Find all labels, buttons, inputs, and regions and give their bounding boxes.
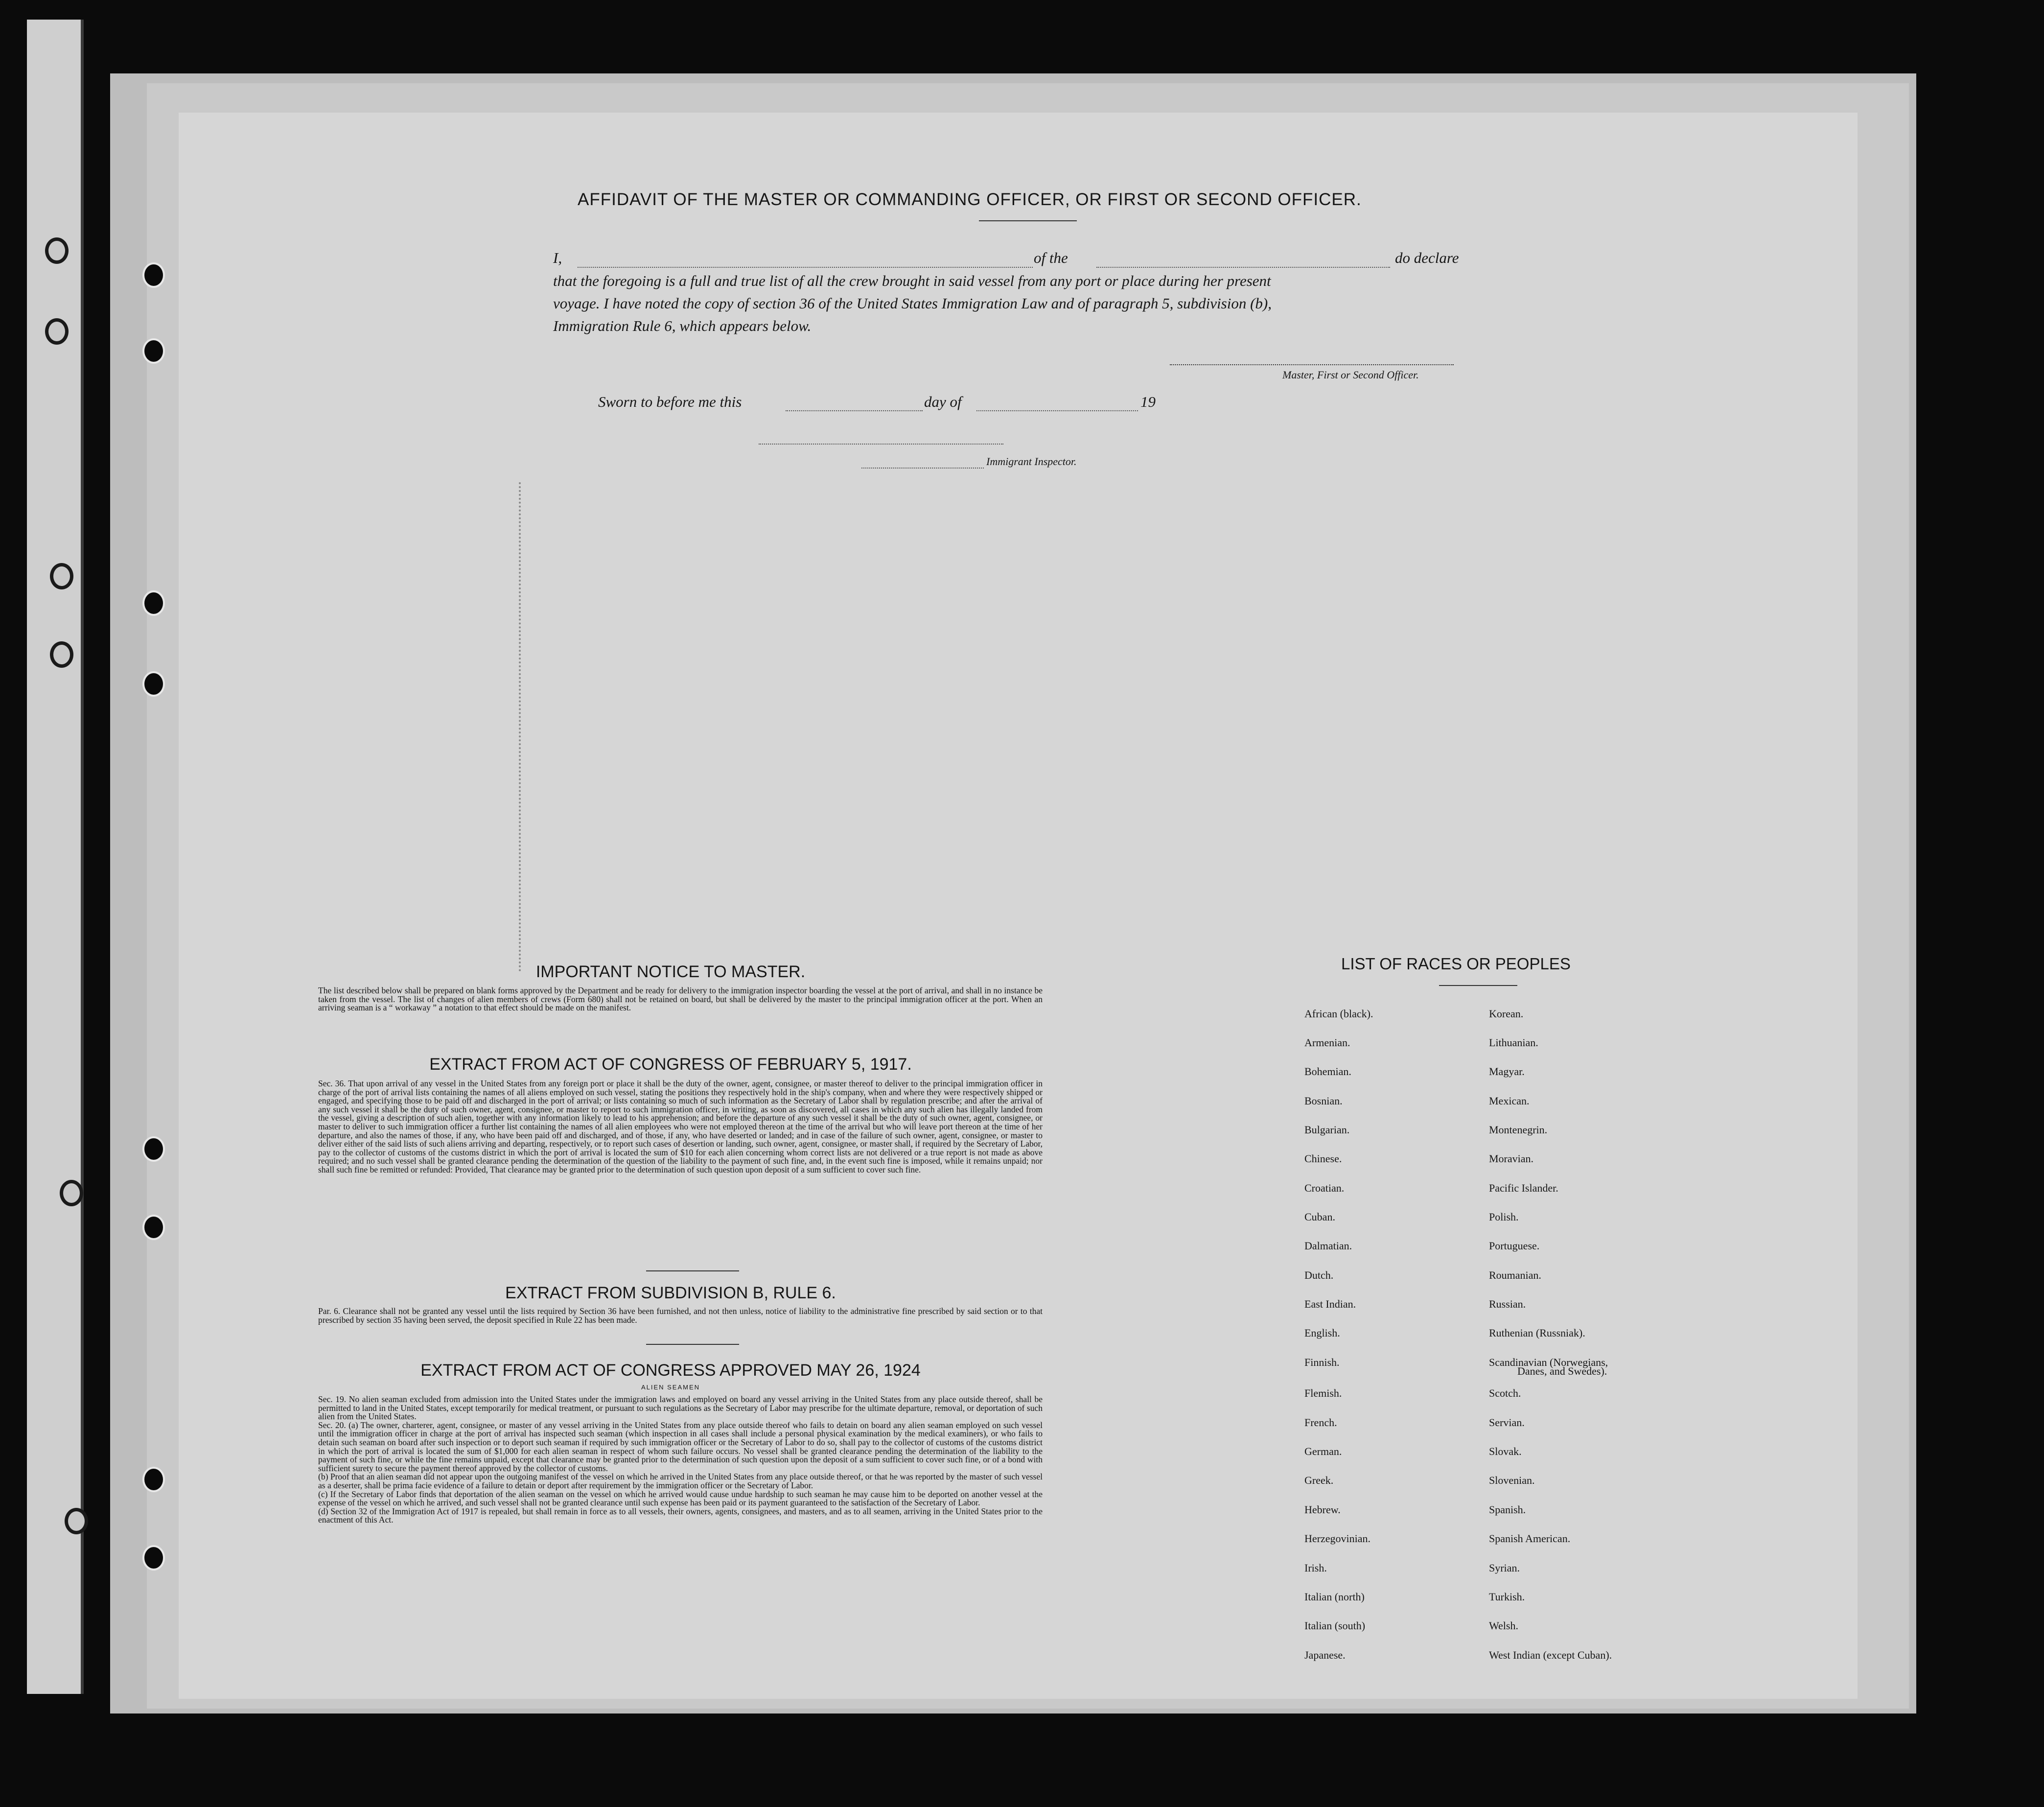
alien-seamen-subtitle: ALIEN SEAMEN [641,1384,700,1391]
race-item: French. [1304,1416,1337,1429]
vessel-blank-line[interactable] [1096,267,1390,268]
binder-strip [27,20,84,1694]
race-item: Scandinavian (Norwegians, [1489,1356,1608,1368]
race-item: English. [1304,1327,1340,1339]
extract-rule6-title: EXTRACT FROM SUBDIVISION B, RULE 6. [505,1284,836,1302]
race-item: Italian (north) [1304,1591,1365,1603]
race-item: Mexican. [1489,1095,1530,1107]
race-item: Greek. [1304,1474,1334,1486]
races-title: LIST OF RACES OR PEOPLES [1341,955,1571,973]
race-item: Croatian. [1304,1182,1345,1194]
race-item: West Indian (except Cuban). [1489,1649,1612,1661]
race-item: Slovenian. [1489,1474,1535,1486]
extract-1917-text [318,1080,1043,1174]
extract-1924-title: EXTRACT FROM ACT OF CONGRESS APPROVED MAY 26, 1924 [420,1361,921,1380]
divider [979,220,1077,221]
race-item: Portuguese. [1489,1240,1540,1252]
race-item: Ruthenian (Russniak). [1489,1327,1585,1339]
race-item: German. [1304,1445,1342,1457]
race-item: Italian (south) [1304,1619,1366,1632]
binder-hole-icon [144,1217,163,1238]
section-20d-paragraph: (d) Section 32 of the Immigration Act of 1917 is repealed, but shall remain in force as to all vessels, their owners, agents, consignees, and masters, and as to all seamen, arriving in the United States prior to the enactment of this Act. [318,1506,1043,1525]
race-item: Finnish. [1304,1356,1340,1368]
binder-hole-icon [45,237,69,264]
rule6-paragraph: Par. 6. Clearance shall not be granted any vessel until the lists required by Section 36 have been furnished, and not then unless, notice of liability to the administrative fine prescribed by said section or to that prescribed by section 35 having been served, the deposit specified in Rule 22 has been made. [318,1306,1043,1325]
race-item: Spanish. [1489,1503,1526,1516]
year-prefix: 19 [1140,393,1156,410]
master-signature-label: Master, First or Second Officer. [1282,369,1419,381]
sworn-day-line[interactable] [786,410,923,411]
faint-dotted-mark [519,482,531,972]
race-item: Japanese. [1304,1649,1346,1661]
divider [646,1270,739,1271]
race-item: Dalmatian. [1304,1240,1352,1252]
section-20c-paragraph: (c) If the Secretary of Labor finds that deportation of the alien seaman on the vessel on which he arrived would cause undue hardship to such seaman he may cause him to be deported on another vessel at the expense of the vessel on which he arrived, and such vessel shall not be granted clearance until such expense has been paid or its payment guaranteed to the satisfaction of the Secretary of Labor. [318,1489,1043,1508]
sworn-text: Sworn to before me this [598,393,742,410]
race-item: Roumanian. [1489,1269,1541,1281]
race-item: Moravian. [1489,1152,1534,1165]
notice-paragraph: The list described below shall be prepared on blank forms approved by the Department and be ready for delivery to the immigration inspector boarding the vessel at the port of arrival, and shall in no instance be taken from the vessel. The list of changes of alien members of crews (Form 680) shall not be retained on board, but shall be delivered by the master to the principal immigration officer at the port. When an arriving seaman is a “ workaway ” a notation to that effect should be made on the manifest. [318,986,1043,1013]
section-36-paragraph: Sec. 36. That upon arrival of any vessel in the United States from any foreign port or place it shall be the duty of the owner, agent, consignee, or master thereof to deliver to the principal immigration officer in charge of the port of arrival lists containing the names of all aliens employed on such vessel, stating the positions they respectively hold in the ship's company, when and where they were respectively shipped or engaged, and specifying those to be paid off and discharged in the port of arrival; or lists containing so much of such information as the Secretary of Labor shall by regulation prescribe; and after the arrival of any such vessel it shall be the duty of such owner, agent, consignee, or master to report to such immigration officer, in writing, as soon as discovered, all cases in which any such alien has illegally landed from the vessel, giving a description of such alien, together with any information likely to lead to his apprehension; and before the departure of any such vessel it shall be the duty of such owner, agent, consignee, or master to deliver to such immigration officer a further list containing the names of all alien employees who were not employed thereon at the time of the arrival but who will leave port thereon at the time of her departure, and also the names of those, if any, who have been paid off and discharged, and of those, if any, who have deserted or landed; and in case of the failure of such owner, agent, consignee, or master to deliver either of the said lists of such aliens arriving and departing, respectively, or to report such cases of desertion or landing, such owner, agent, consignee, or master shall, if required by the Secretary of Labor, pay to the collector of customs of the customs district in which the port of arrival is located the sum of $10 for each alien concerning whom correct lists are not delivered or a true report is not made as above required; and no such vessel shall be granted clearance pending the determination of the question of the liability to the payment of such fine, and, in the event such fine is imposed, while it remains unpaid; nor shall such fine be remitted or refunded: Provided, That clearance may be granted prior to the determination of such question upon deposit of a sum sufficient to cover such fine. [318,1079,1043,1174]
extract-rule6-text [318,1307,1043,1324]
notice-text [318,986,1043,1012]
race-item: Lithuanian. [1489,1036,1538,1049]
inspector-line-upper[interactable] [759,444,1003,445]
binder-hole-icon [60,1180,83,1206]
race-item: Servian. [1489,1416,1525,1429]
binder-hole-icon [45,318,69,345]
race-item: Bosnian. [1304,1095,1343,1107]
name-blank-line[interactable] [578,267,1033,268]
binder-hole-icon [144,592,163,614]
race-item: Cuban. [1304,1211,1335,1223]
affidavit-title: AFFIDAVIT OF THE MASTER OR COMMANDING OFFICER, OR FIRST OR SECOND OFFICER. [578,190,1362,209]
race-item: Irish. [1304,1562,1327,1574]
affidavit-line-4: Immigration Rule 6, which appears below. [553,317,812,334]
race-item: East Indian. [1304,1298,1356,1310]
section-19-paragraph: Sec. 19. No alien seaman excluded from admission into the United States under the immigration laws and employed on board any vessel arriving in the United States from any place outside thereof, shall be permitted to land in the United States, except temporarily for medical treatment, or pursuant to such regulations as the Secretary of Labor may prescribe for the ultimate departure, removal, or deportation of such alien from the United States. [318,1394,1043,1422]
notice-title: IMPORTANT NOTICE TO MASTER. [535,962,806,981]
section-20a-paragraph: Sec. 20. (a) The owner, charterer, agent, consignee, or master of any vessel arriving in the United States from any place outside thereof who fails to detain on board any alien seaman employed on such vessel until the immigration officer in charge at the port of arrival has inspected such seaman (which inspection in all cases shall include a personal physical examination by the medical examiners), or who fails to detain such seaman on board after such inspection or to deport such seaman if required by such immigration officer or the Secretary of Labor to do so, shall pay to the collector of customs of the customs district in which the port of arrival is located the sum of $1,000 for each alien seaman in respect of whom such failure occurs. No vessel shall be granted clearance pending the determination of the liability to the payment of such fine, or while the fine remains unpaid, except that clearance may be granted prior to the determination of such question upon the deposit of a sum sufficient to cover such fine, or of a bond with sufficient surety to secure the payment thereof approved by the collector of customs. [318,1420,1043,1473]
race-item: Dutch. [1304,1269,1334,1281]
section-20b-paragraph: (b) Proof that an alien seaman did not appear upon the outgoing manifest of the vessel on which he arrived in the United States from any place outside thereof, or that he was reported by the master of such vessel as a deserter, shall be prima facie evidence of a failure to detain or deport after requirement by the immigration officer or the Secretary of Labor. [318,1472,1043,1490]
race-item: African (black). [1304,1008,1373,1020]
race-item: Scotch. [1489,1387,1521,1399]
race-item: Pacific Islander. [1489,1182,1558,1194]
race-item: Armenian. [1304,1036,1350,1049]
master-signature-line[interactable] [1170,364,1454,365]
binder-hole-icon [50,641,73,668]
extract-1917-title: EXTRACT FROM ACT OF CONGRESS OF FEBRUARY 5, 1917. [429,1055,912,1074]
race-item: Welsh. [1489,1619,1518,1632]
extract-1924-text [318,1395,1043,1525]
race-item: Montenegrin. [1489,1124,1548,1136]
race-item: Syrian. [1489,1562,1520,1574]
race-item: Hebrew. [1304,1503,1341,1516]
race-item: Bohemian. [1304,1065,1351,1078]
race-item: Polish. [1489,1211,1519,1223]
race-item: Turkish. [1489,1591,1525,1603]
race-item: Bulgarian. [1304,1124,1350,1136]
inspector-signature-line[interactable] [861,468,984,469]
race-item: Chinese. [1304,1152,1342,1165]
binder-hole-icon [144,1469,163,1490]
affidavit-line-3: voyage. I have noted the copy of section 36 of the United States Immigration Law and of paragraph 5, subdivision (b), [553,295,1272,312]
race-item: Korean. [1489,1008,1524,1020]
inspector-signature-label: Immigrant Inspector. [986,455,1077,468]
affidavit-declare: do declare [1395,249,1459,266]
race-item: Spanish American. [1489,1532,1571,1545]
race-item: Herzegovinian. [1304,1532,1370,1545]
affidavit-i: I, [553,249,562,266]
day-of-text: day of [924,393,962,410]
divider [1439,985,1517,986]
binder-hole-icon [65,1508,88,1534]
binder-hole-icon [144,673,163,695]
binder-hole-icon [50,563,73,589]
affidavit-of-the: of the [1034,249,1068,266]
sworn-month-line[interactable] [976,410,1138,411]
affidavit-line-2: that the foregoing is a full and true list of all the crew brought in said vessel from any port or place during her present [553,272,1271,289]
binder-hole-icon [144,1138,163,1160]
race-item: Slovak. [1489,1445,1522,1457]
divider [646,1344,739,1345]
race-item: Flemish. [1304,1387,1342,1399]
race-item-continuation: Danes, and Swedes). [1517,1365,1607,1377]
binder-hole-icon [144,1547,163,1569]
binder-hole-icon [144,340,163,362]
race-item: Russian. [1489,1298,1526,1310]
race-item: Magyar. [1489,1065,1525,1078]
binder-hole-icon [144,264,163,286]
